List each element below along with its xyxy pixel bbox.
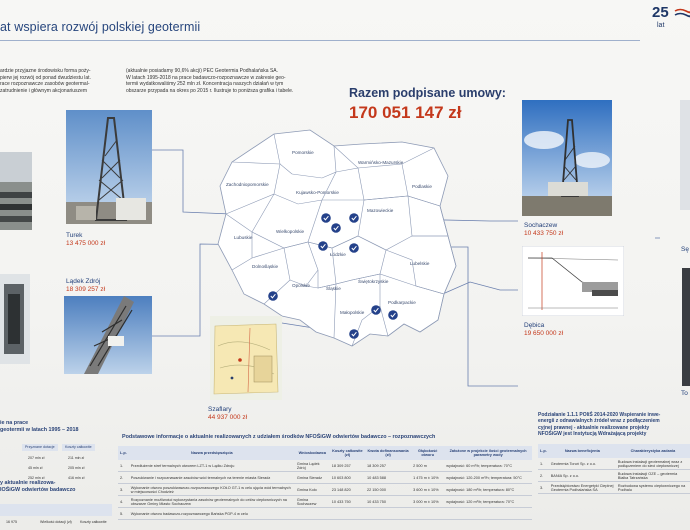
- table-row: [538, 470, 690, 482]
- table-cell: [330, 508, 365, 520]
- table-header-cell: Kwota dofinansowania (zł): [365, 446, 411, 460]
- site-name-szaflary: Szaflary: [208, 406, 232, 413]
- site-name-sochaczew: Sochaczew: [524, 222, 558, 229]
- photo-sochaczew-rig: [522, 100, 612, 216]
- table-row: [538, 482, 690, 494]
- funding-cell: 211 mln zł: [68, 456, 85, 460]
- table-cell: Rozbudowa systemu ciepłowniczego na Podhalu: [616, 482, 690, 494]
- contracts-total-value: 170 051 147 zł: [349, 103, 462, 122]
- table-header-cell: Nazwa beneficjenta: [549, 444, 616, 458]
- table-cell: [295, 508, 330, 520]
- region-label: Małopolskie: [340, 310, 365, 315]
- ongoing-foot-label: Wielkość dotacji (zł): [40, 520, 72, 524]
- table-cell: Wykonanie otworu badawczo-rozpoznawczego Bańska PGP-4 w celu: [129, 508, 295, 520]
- edge-site-label: Sę: [681, 246, 689, 253]
- table-cell: Poszukiwanie i rozpoznawanie zasobów wód termalnych na terenie miasta Sieradz: [129, 472, 295, 484]
- photo-ladek-rig: [64, 296, 152, 374]
- photo-debica-profile: [522, 246, 624, 316]
- region-label: Lubuskie: [234, 235, 253, 240]
- funding-col2-header: Koszty całkowite: [62, 444, 95, 451]
- funding-cell: 252 mln zł: [28, 476, 45, 480]
- poiis-heading-line: Podziałanie 1.1.1 POIiŚ 2014-2020 Wspieranie inwe-: [538, 412, 661, 418]
- check-marker-icon: [318, 241, 328, 251]
- table-cell: Gmina Koło: [295, 484, 330, 496]
- region-label: Świętokrzyskie: [358, 279, 389, 284]
- poiis-heading-line: NFOŚiGW jest Instytucją Wdrażającą projekty: [538, 431, 647, 438]
- region-label: Podkarpackie: [388, 300, 416, 305]
- table-row: [118, 496, 532, 508]
- ongoing-foot-label: Koszty całkowite: [80, 520, 107, 524]
- region-label: Dolnośląskie: [252, 264, 279, 269]
- table-cell: 5.: [118, 508, 129, 520]
- table-cell: [444, 508, 532, 520]
- region-label: Opolskie: [292, 283, 310, 288]
- check-marker-icon: [321, 213, 331, 223]
- site-name-turek: Turek: [66, 232, 83, 239]
- table-cell: 2.: [118, 472, 129, 484]
- table-cell: 3 600 m ± 10%: [411, 484, 444, 496]
- projects-table-header-row: [118, 446, 532, 460]
- table-cell: [411, 508, 444, 520]
- table-cell: 10 433 750: [330, 496, 365, 508]
- photo-pipes-left: [0, 152, 32, 230]
- check-marker-icon: [388, 310, 398, 320]
- intro-mid-line: obszarze przypada na okres po 2015 r. Ilustruje to poniższa grafika i tabele.: [126, 87, 294, 94]
- table-row: [118, 460, 532, 472]
- intro-mid-line: termii wydatkowaliśmy 252 mln zł. Koncentracja naszych działań w tym: [126, 81, 284, 88]
- contracts-label: Razem podpisane umowy:: [349, 86, 506, 100]
- funding-cell: 205 mln zł: [68, 466, 85, 470]
- region-label: Lubelskie: [410, 261, 430, 266]
- poiis-table-header-row: [538, 444, 690, 458]
- check-marker-icon: [268, 291, 278, 301]
- table-header-cell: L.p.: [118, 446, 129, 460]
- table-cell: 18 309 257: [330, 460, 365, 472]
- table-cell: Gmina Lądek Zdrój: [295, 460, 330, 472]
- poiis-table: [538, 444, 690, 494]
- region-label: Śląskie: [326, 286, 341, 291]
- region-label: Zachodniopomorskie: [226, 182, 269, 187]
- ongoing-foot-value: 16 975: [6, 520, 17, 524]
- table-header-cell: Założone w projekcie ilości geotermalnych parametry wody: [444, 446, 532, 460]
- anniversary-logo-number: 25: [652, 4, 669, 21]
- check-marker-icon: [349, 243, 359, 253]
- table-cell: Rozpoznanie możliwości wykorzystania zasobów geotermalnych do celów ciepłowniczych na obszarze Gminy Miasto Sochaczew: [129, 496, 295, 508]
- poster-title: at wspiera rozwój polskiej geotermii: [0, 20, 201, 34]
- funding-heading-line: ie na prace: [0, 420, 29, 426]
- poiis-heading: [538, 412, 690, 438]
- check-marker-icon: [331, 223, 341, 233]
- region-label: Kujawsko-Pomorskie: [296, 190, 339, 195]
- ongoing-table-header: [0, 504, 112, 516]
- site-name-ladek: Lądek Zdrój: [66, 278, 101, 285]
- table-cell: Gmina Sochaczew: [295, 496, 330, 508]
- check-marker-icon: [349, 329, 359, 339]
- photo-szaflary-map: [210, 316, 282, 400]
- table-cell: 10 603 800: [330, 472, 365, 484]
- table-header-cell: Charakterystyka zadania: [616, 444, 690, 458]
- table-cell: Budowa instalacji OZE – geotermia Białka Tatrzańska: [616, 470, 690, 482]
- table-header-cell: Wnioskodawca: [295, 446, 330, 460]
- table-header-cell: Nazwa przedsięwzięcia: [129, 446, 295, 460]
- table-cell: Gmina Sieradz: [295, 472, 330, 484]
- table-cell: wydajność: 120-200 m³/h; temperatura: 50°C: [444, 472, 532, 484]
- table-cell: wydajność: 60 m³/h; temperatura: 70°C: [444, 460, 532, 472]
- table-cell: wydajność: 180 m³/h; temperatura: 80°C: [444, 484, 532, 496]
- table-cell: 2.: [538, 470, 549, 482]
- intro-mid-line: W latach 1995-2018 na prace badawczo-rozpoznawcze w zakresie geo-: [126, 74, 286, 81]
- table-row: [118, 472, 532, 484]
- table-cell: Wykonanie otworu poszukiwawczo-rozpoznawczego KOŁO GT-1 w celu ujęcia wód termalnych w miejscowości Chodzież: [129, 484, 295, 496]
- table-cell: 3.: [118, 484, 129, 496]
- table-cell: Budowa instalacji geotermalnej wraz z podłączeniem do sieci ciepłowniczej: [616, 458, 690, 470]
- table-cell: 10 483 588: [365, 472, 411, 484]
- poiis-heading-line: energii z odnawialnych źródeł wraz z podłączeniem: [538, 418, 660, 425]
- table-cell: [365, 508, 411, 520]
- table-cell: 1.: [538, 458, 549, 470]
- region-label: Podlaskie: [412, 184, 432, 189]
- photo-drill-detail-left: [0, 274, 30, 364]
- funding-cell: 416 mln zł: [68, 476, 85, 480]
- table-header-cell: L.p.: [538, 444, 549, 458]
- site-amount-sochaczew: 10 433 750 zł: [524, 230, 564, 237]
- edge-photo-dark: [682, 268, 690, 386]
- table-cell: Geotermia Toruń Sp. z o.o.: [549, 458, 616, 470]
- site-name-debica: Dębica: [524, 322, 545, 329]
- site-amount-ladek: 18 309 257 zł: [66, 286, 106, 293]
- table-row: [118, 508, 532, 520]
- table-cell: 22 150 000: [365, 484, 411, 496]
- funding-cell: 45 mln zł: [28, 466, 43, 470]
- table-cell: 10 433 750: [365, 496, 411, 508]
- check-marker-icon: [349, 213, 359, 223]
- table-cell: 1.: [118, 460, 129, 472]
- funding-heading-line: geotermii w latach 1995 – 2018: [0, 427, 79, 433]
- table-row: [118, 484, 532, 496]
- table-cell: Przedłużenie stref termalnych otworem LZT-1 w Lądku Zdroju: [129, 460, 295, 472]
- projects-table-heading: Podstawowe informacje o aktualnie realizowanych z udziałem środków NFOŚiGW odwiertów badawczo – rozpoznawczych: [122, 434, 436, 440]
- site-amount-debica: 19 650 000 zł: [524, 330, 564, 337]
- poiis-heading-line: cyjnej prawnej - aktualnie realizowane projekty: [538, 424, 650, 431]
- intro-mid-line: (aktualnie posiadamy 90,6% akcji) PEC Geotermia Podhalańska SA.: [126, 68, 279, 74]
- table-cell: wydajność: 120 m³/h; temperatura: 70°C: [444, 496, 532, 508]
- region-label: Mazowieckie: [367, 208, 394, 213]
- site-amount-turek: 13 475 000 zł: [66, 240, 106, 247]
- table-cell: Przedsiębiorstwo Energetyki Cieplnej Geotermia Podhalańska SA: [549, 482, 616, 494]
- table-row: [538, 458, 690, 470]
- region-label: Pomorskie: [292, 150, 314, 155]
- region-label: Wielkopolskie: [276, 229, 305, 234]
- table-cell: 1 475 m ± 10%: [411, 472, 444, 484]
- table-cell: 18 309 257: [365, 460, 411, 472]
- region-label: Warmińsko-Mazurskie: [358, 160, 404, 165]
- table-cell: 2 500 m: [411, 460, 444, 472]
- table-cell: 3 000 m ± 10%: [411, 496, 444, 508]
- intro-left-line: pierw jej rozwój od ponad dwudziestu lat.: [0, 74, 91, 81]
- table-cell: BANIA Sp. z o.o.: [549, 470, 616, 482]
- projects-table: [118, 446, 532, 520]
- edge-site-label: To: [681, 390, 688, 397]
- ongoing-heading: [0, 480, 120, 494]
- check-marker-icon: [371, 305, 381, 315]
- funding-col1-header: Przyznane dotacje: [22, 444, 58, 451]
- ongoing-heading-line: IOŚiGW odwiertów badawczo: [0, 487, 76, 493]
- funding-heading: [0, 420, 120, 434]
- funding-cell: 207 mln zł: [28, 456, 45, 460]
- table-cell: 3.: [538, 482, 549, 494]
- intro-left-line: zatrudnienie i głównym akcjonariuszem: [0, 87, 87, 94]
- table-cell: 23 148 820: [330, 484, 365, 496]
- photo-turek-rig: [66, 110, 152, 224]
- ongoing-heading-line: y aktualnie realizowa-: [0, 480, 56, 486]
- anniversary-logo-sub: lat: [657, 22, 665, 29]
- intro-left-line: ardzie przyjazne środowisku forma poży-: [0, 68, 91, 74]
- intro-left-line: race rozpoznawcze zasobów geotermal-: [0, 81, 90, 88]
- edge-photo-strip: [680, 100, 690, 210]
- table-header-cell: Koszty całkowite (zł): [330, 446, 365, 460]
- table-cell: 4.: [118, 496, 129, 508]
- table-header-cell: Głębokość otworu: [411, 446, 444, 460]
- region-label: Łódzkie: [330, 252, 346, 257]
- site-amount-szaflary: 44 937 000 zł: [208, 414, 248, 421]
